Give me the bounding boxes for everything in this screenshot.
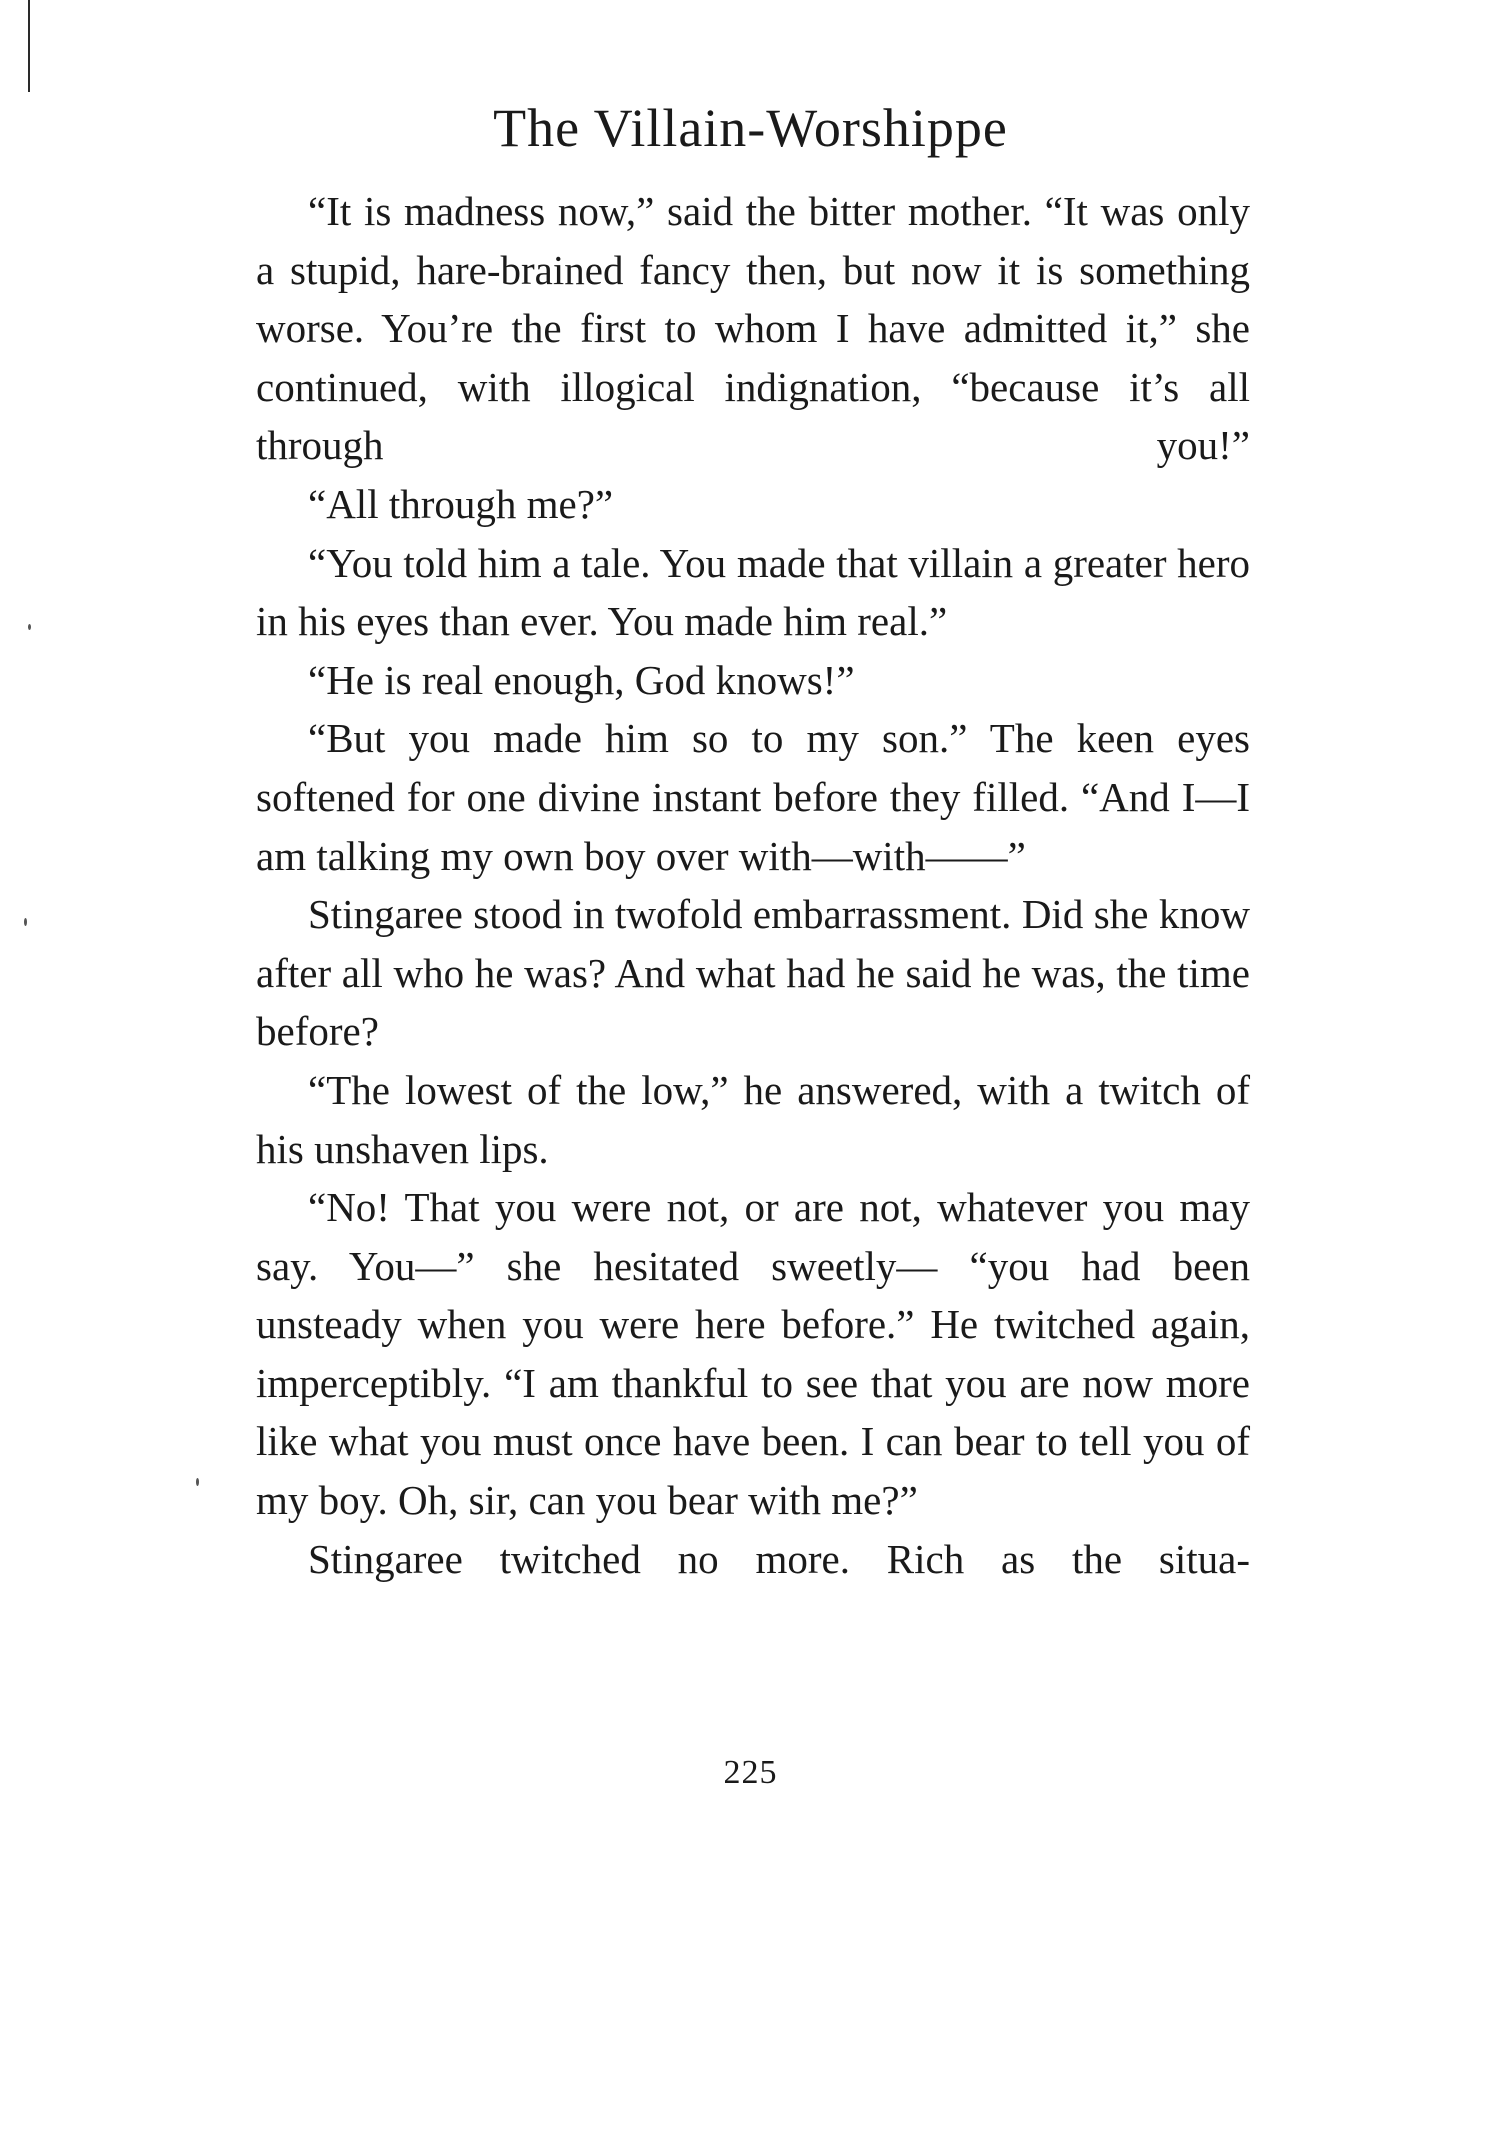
paragraph: Stingaree stood in twofold embarrassment. Did she know after all who he was? And what had he said he was, the time before? (256, 891, 1250, 1055)
paragraph: “All through me?” (308, 480, 614, 527)
running-head: The Villain-Worshippe (493, 98, 1008, 158)
paragraph: “The lowest of the low,” he answered, with a twitch of his unshaven lips. (256, 1066, 1250, 1172)
scan-edge-rule (28, 0, 30, 92)
paragraph: “He is real enough, God knows!” (308, 656, 855, 703)
paragraph: Stingaree twitched no more. Rich as the situa- (308, 1535, 1250, 1582)
scan-speck (24, 918, 27, 926)
paragraph: “No! That you were not, or are not, whatever you may say. You—” she hesitated sweetly— “you had been unsteady when you were here before.” He twitched again, imperceptibly. “I am thankful to see that you are now more like what you must once have been. I can bear to tell you of my boy. Oh, sir, can you bear with me?” (256, 1184, 1250, 1524)
scan-speck (28, 624, 31, 630)
scan-speck (196, 1478, 199, 1486)
paragraph: “But you made him so to my son.” The keen eyes softened for one divine instant before they filled. “And I—I am talking my own boy over with—with——” (256, 715, 1250, 879)
paragraph: “It is madness now,” said the bitter mother. “It was only a stupid, hare-brained fancy then, but now it is something worse. You’re the first to whom I have admitted it,” she continued, with illogical indignation, “because it’s all through you!” (256, 188, 1250, 469)
body-text (256, 182, 1250, 1588)
paragraph: “You told him a tale. You made that villain a greater hero in his eyes than ever. You made him real.” (256, 539, 1250, 645)
page-number: 225 (723, 1754, 778, 1791)
